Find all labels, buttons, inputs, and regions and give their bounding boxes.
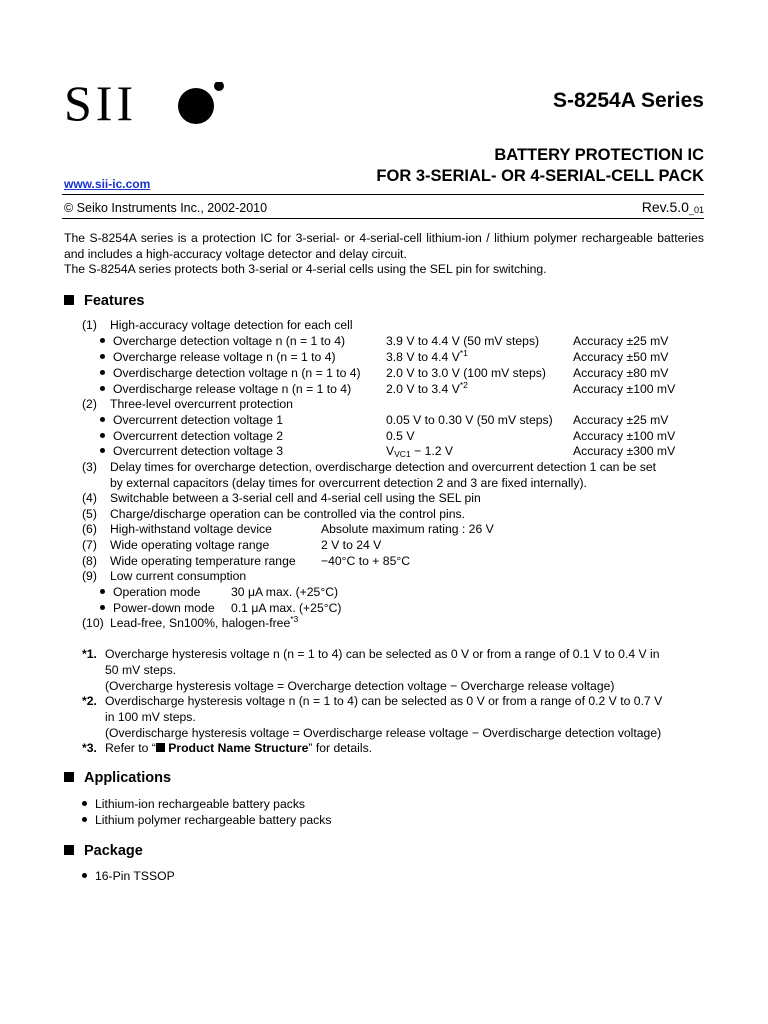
item-name: Overdischarge detection voltage n (n = 1 to 4) xyxy=(113,366,361,380)
list-item xyxy=(100,334,345,349)
item-accuracy: Accuracy ±80 mV xyxy=(573,366,669,380)
note-text: in 100 mV steps. xyxy=(105,710,196,724)
bullet-icon xyxy=(100,417,105,422)
bullet-icon xyxy=(100,433,105,438)
revision-sub: _01 xyxy=(688,205,704,215)
feature-text: Switchable between a 3-serial cell and 4-serial cell using the SEL pin xyxy=(110,491,481,505)
feature-text: Low current consumption xyxy=(110,569,247,583)
bullet-icon xyxy=(100,354,105,359)
feature-num: (4) xyxy=(82,491,97,505)
item-value: 30 μA max. (+25°C) xyxy=(231,585,339,599)
square-bullet-icon xyxy=(64,845,74,855)
note-text: Overcharge hysteresis voltage n (n = 1 to 4) can be selected as 0 V or from a range of 0.1 V to 0.4 V in xyxy=(105,647,660,661)
item-range: 2.0 V to 3.0 V (100 mV steps) xyxy=(386,366,546,380)
feature-text: High-withstand voltage device xyxy=(110,522,272,536)
item-range xyxy=(386,350,468,365)
applications-heading-text: Applications xyxy=(84,770,172,786)
company-logo: SII xyxy=(64,75,138,131)
item-accuracy: Accuracy ±25 mV xyxy=(573,334,669,348)
bullet-icon xyxy=(100,338,105,343)
list-item xyxy=(82,869,175,884)
item-range: 3.9 V to 4.4 V (50 mV steps) xyxy=(386,334,540,348)
bullet-icon xyxy=(82,817,87,822)
feature-text xyxy=(110,616,298,631)
note-text-pre: Refer to “ xyxy=(105,741,156,755)
feature-num: (3) xyxy=(82,460,97,474)
series-title: S-8254A Series xyxy=(553,89,704,112)
copyright: © Seiko Instruments Inc., 2002-2010 xyxy=(64,201,268,215)
note-text: (Overdischarge hysteresis voltage = Overdischarge release voltage − Overdischarge detection voltage) xyxy=(105,726,662,740)
feature-text: Delay times for overcharge detection, overdischarge detection and overcurrent detection 1 can be set xyxy=(110,460,657,474)
intro-paragraph: The S-8254A series is a protection IC for 3-serial- or 4-serial-cell lithium-ion / lithium polymer rechargeable batteries and includes a high-accuracy voltage detector and delay circuit. xyxy=(64,231,704,261)
note-text xyxy=(105,741,372,756)
application-item: Lithium polymer rechargeable battery packs xyxy=(95,813,332,827)
footnote-ref[interactable]: *2 xyxy=(459,380,468,390)
header-rule-bottom xyxy=(62,218,704,219)
feature-num: (7) xyxy=(82,538,97,552)
item-name: Overcurrent detection voltage 2 xyxy=(113,429,284,443)
list-item xyxy=(100,444,283,459)
list-item xyxy=(100,429,283,444)
footnote-ref[interactable]: *3 xyxy=(290,614,299,624)
list-item xyxy=(82,797,305,812)
item-name: Overcurrent detection voltage 3 xyxy=(113,444,284,458)
revision xyxy=(642,199,704,219)
list-item xyxy=(100,366,361,381)
application-item: Lithium-ion rechargeable battery packs xyxy=(95,797,306,811)
feature-value: 2 V to 24 V xyxy=(321,538,382,552)
item-value: 0.1 μA max. (+25°C) xyxy=(231,601,342,615)
applications-heading xyxy=(64,770,171,787)
feature-text: by external capacitors (delay times for overcurrent detection 2 and 3 are fixed internally). xyxy=(110,476,587,490)
feature-num: (2) xyxy=(82,397,97,411)
item-range: 0.5 V xyxy=(386,429,415,443)
item-name: Overcharge detection voltage n (n = 1 to 4) xyxy=(113,334,346,348)
item-name: Overdischarge release voltage n (n = 1 to 4) xyxy=(113,382,352,396)
bullet-icon xyxy=(100,605,105,610)
list-item xyxy=(100,350,336,365)
note-mark: *2. xyxy=(82,694,97,708)
list-item xyxy=(100,413,283,428)
feature-text: High-accuracy voltage detection for each cell xyxy=(110,318,353,332)
bullet-icon xyxy=(100,386,105,391)
list-item xyxy=(100,382,351,397)
feature-text: Wide operating temperature range xyxy=(110,554,296,568)
note-mark: *3. xyxy=(82,741,97,755)
voltage-subscript: VC1 xyxy=(394,449,411,459)
item-range-text: 3.8 V to 4.4 V xyxy=(386,350,460,364)
feature-num: (10) xyxy=(82,616,104,630)
features-heading xyxy=(64,293,144,310)
note-text: 50 mV steps. xyxy=(105,663,177,677)
item-name: Overcharge release voltage n (n = 1 to 4) xyxy=(113,350,336,364)
item-range-text: 2.0 V to 3.4 V xyxy=(386,382,460,396)
website-link[interactable]: www.sii-ic.com xyxy=(64,177,151,191)
intro xyxy=(64,231,704,278)
note-mark: *1. xyxy=(82,647,97,661)
feature-value: −40°C to + 85°C xyxy=(321,554,411,568)
doc-title-line1: BATTERY PROTECTION IC xyxy=(494,146,704,164)
package-item: 16-Pin TSSOP xyxy=(95,869,175,883)
package-heading-text: Package xyxy=(84,843,143,859)
feature-value: Absolute maximum rating : 26 V xyxy=(321,522,494,536)
item-accuracy: Accuracy ±50 mV xyxy=(573,350,669,364)
item-range: 0.05 V to 0.30 V (50 mV steps) xyxy=(386,413,553,427)
feature-num: (6) xyxy=(82,522,97,536)
features-heading-text: Features xyxy=(84,293,145,309)
list-item xyxy=(82,813,331,828)
item-accuracy: Accuracy ±100 mV xyxy=(573,382,676,396)
square-bullet-icon xyxy=(64,772,74,782)
item-name: Power-down mode xyxy=(113,601,215,615)
square-bullet-icon xyxy=(156,743,165,752)
feature-text-content: Lead-free, Sn100%, halogen-free xyxy=(110,616,291,630)
item-range xyxy=(386,382,468,397)
intro-paragraph: The S-8254A series protects both 3-serial or 4-serial cells using the SEL pin for switching. xyxy=(64,262,547,276)
bullet-icon xyxy=(100,448,105,453)
list-item xyxy=(100,585,200,600)
product-name-structure-link[interactable]: Product Name Structure xyxy=(164,741,309,755)
revision-number: Rev.5.0 xyxy=(641,199,689,215)
note-text-post: ” for details. xyxy=(308,741,373,755)
item-accuracy: Accuracy ±100 mV xyxy=(573,429,676,443)
voltage-rest: − 1.2 V xyxy=(410,444,454,458)
voltage-symbol: V xyxy=(386,444,395,458)
feature-num: (9) xyxy=(82,569,97,583)
item-accuracy: Accuracy ±300 mV xyxy=(573,444,676,458)
item-name: Overcurrent detection voltage 1 xyxy=(113,413,284,427)
feature-num: (1) xyxy=(82,318,97,332)
note-text: Overdischarge hysteresis voltage n (n = 1 to 4) can be selected as 0 V or from a range of 0.2 V to 0.7 V xyxy=(105,694,663,708)
feature-text: Three-level overcurrent protection xyxy=(110,397,293,411)
footnote-ref[interactable]: *1 xyxy=(459,348,468,358)
bullet-icon xyxy=(82,873,87,878)
header-rule xyxy=(62,194,704,195)
note-text: (Overcharge hysteresis voltage = Overcharge detection voltage − Overcharge release voltage) xyxy=(105,679,615,693)
bullet-icon xyxy=(100,589,105,594)
doc-title-line2: FOR 3-SERIAL- OR 4-SERIAL-CELL PACK xyxy=(376,167,704,185)
feature-num: (5) xyxy=(82,507,97,521)
feature-text: Wide operating voltage range xyxy=(110,538,270,552)
list-item xyxy=(100,601,215,616)
square-bullet-icon xyxy=(64,295,74,305)
feature-num: (8) xyxy=(82,554,97,568)
logo-dot-icon xyxy=(178,82,224,128)
item-accuracy: Accuracy ±25 mV xyxy=(573,413,669,427)
feature-text: Charge/discharge operation can be controlled via the control pins. xyxy=(110,507,466,521)
bullet-icon xyxy=(100,370,105,375)
bullet-icon xyxy=(82,801,87,806)
package-heading xyxy=(64,843,143,860)
item-name: Operation mode xyxy=(113,585,201,599)
